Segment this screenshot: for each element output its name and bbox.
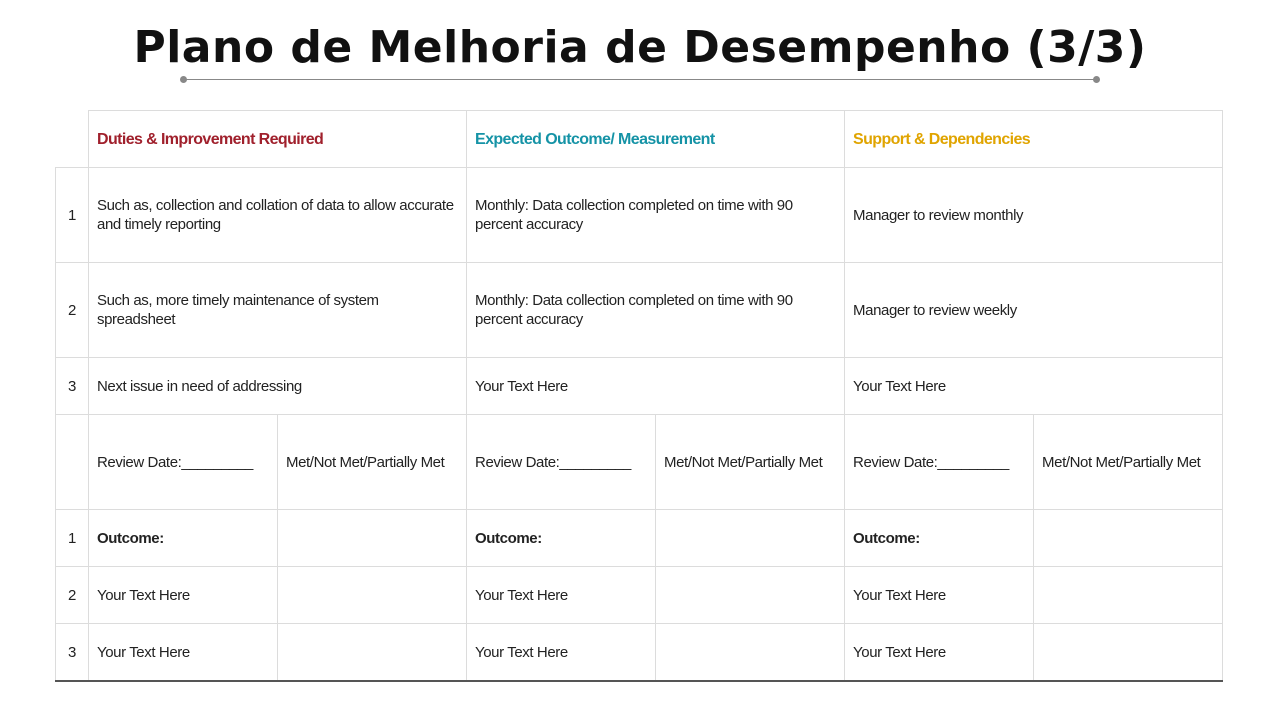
underline-left-dot	[180, 76, 187, 83]
review-status-value	[1034, 510, 1223, 567]
row-number: 1	[56, 168, 89, 263]
support-cell: Manager to review monthly	[845, 168, 1223, 263]
outcome-cell: Monthly: Data collection completed on time with 90 percent accuracy	[467, 263, 845, 358]
header-support: Support & Dependencies	[845, 111, 1223, 168]
row-number: 3	[56, 358, 89, 415]
table-row	[56, 263, 1223, 358]
page-title: Plano de Melhoria de Desempenho (3/3)	[133, 22, 1147, 73]
review-row	[56, 567, 1223, 624]
review-text-cell: Your Text Here	[467, 624, 656, 682]
review-text-cell: Your Text Here	[845, 567, 1034, 624]
review-text-cell: Outcome:	[467, 510, 656, 567]
review-text-cell: Your Text Here	[467, 567, 656, 624]
header-duties: Duties & Improvement Required	[89, 111, 467, 168]
support-cell: Manager to review weekly	[845, 263, 1223, 358]
review-text-cell: Outcome:	[89, 510, 278, 567]
row-number: 3	[56, 624, 89, 682]
review-text-cell: Your Text Here	[89, 624, 278, 682]
review-header-row	[56, 415, 1223, 510]
outcome-cell: Your Text Here	[467, 358, 845, 415]
outcome-cell: Monthly: Data collection completed on time with 90 percent accuracy	[467, 168, 845, 263]
review-status-value	[1034, 567, 1223, 624]
review-text-cell: Your Text Here	[845, 624, 1034, 682]
row-number: 2	[56, 263, 89, 358]
review-status-cell: Met/Not Met/Partially Met	[1034, 415, 1223, 510]
review-row	[56, 510, 1223, 567]
header-corner	[56, 111, 89, 168]
review-date-cell: Review Date:_________	[467, 415, 656, 510]
review-status-value	[1034, 624, 1223, 682]
duties-cell: Such as, more timely maintenance of system spreadsheet	[89, 263, 467, 358]
header-row	[56, 111, 1223, 168]
review-status-value	[656, 510, 845, 567]
table-row	[56, 358, 1223, 415]
review-date-cell: Review Date:_________	[89, 415, 278, 510]
row-number: 2	[56, 567, 89, 624]
table-row	[56, 168, 1223, 263]
row-number: 1	[56, 510, 89, 567]
review-status-value	[278, 510, 467, 567]
review-date-cell: Review Date:_________	[845, 415, 1034, 510]
review-status-value	[656, 567, 845, 624]
review-number-blank	[56, 415, 89, 510]
review-text-cell: Outcome:	[845, 510, 1034, 567]
review-row	[56, 624, 1223, 682]
review-status-cell: Met/Not Met/Partially Met	[278, 415, 467, 510]
review-status-value	[278, 624, 467, 682]
review-status-value	[278, 567, 467, 624]
review-status-value	[656, 624, 845, 682]
duties-cell: Next issue in need of addressing	[89, 358, 467, 415]
support-cell: Your Text Here	[845, 358, 1223, 415]
header-outcome: Expected Outcome/ Measurement	[467, 111, 845, 168]
review-status-cell: Met/Not Met/Partially Met	[656, 415, 845, 510]
underline-right-dot	[1093, 76, 1100, 83]
duties-cell: Such as, collection and collation of data to allow accurate and timely reporting	[89, 168, 467, 263]
review-text-cell: Your Text Here	[89, 567, 278, 624]
performance-plan-table	[55, 110, 1223, 682]
title-underline	[184, 79, 1097, 80]
